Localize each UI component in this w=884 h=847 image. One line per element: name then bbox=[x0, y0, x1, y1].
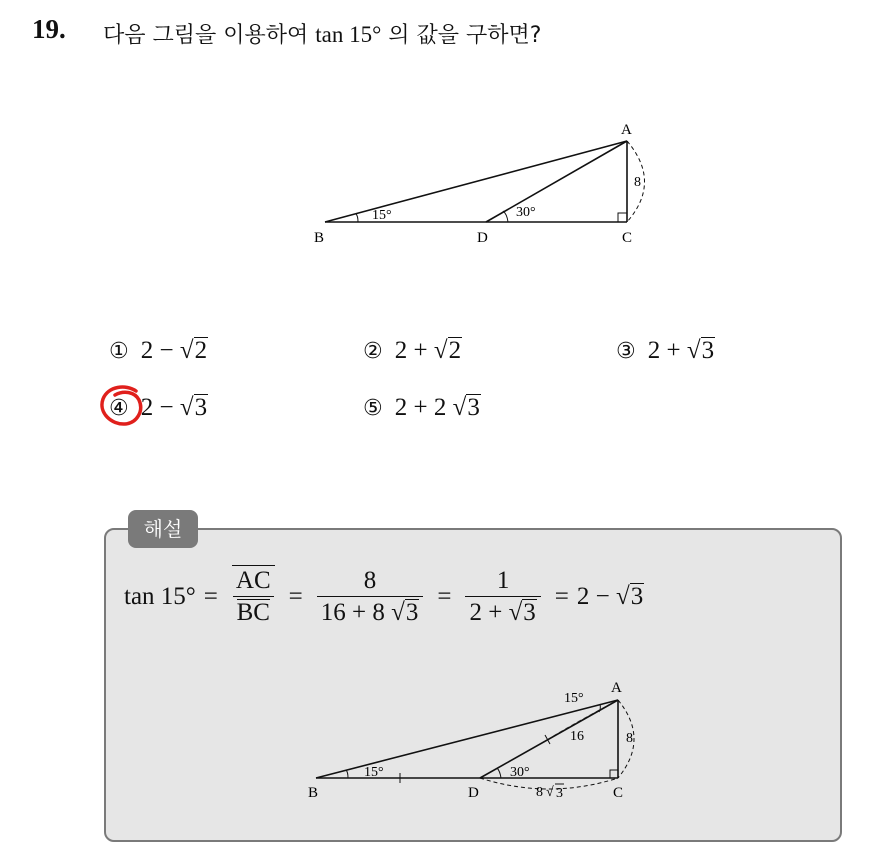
side-ac-label: 8 bbox=[634, 175, 641, 190]
svg-text:D: D bbox=[468, 785, 479, 801]
choice-4[interactable]: ④ 2 − √3 bbox=[109, 394, 208, 421]
vertex-d-label: D bbox=[477, 230, 488, 246]
angle-b-arc bbox=[356, 214, 358, 222]
svg-text:C: C bbox=[613, 785, 624, 801]
angle-d-label: 30° bbox=[516, 205, 536, 220]
side-ab bbox=[325, 141, 627, 222]
fraction-8: $\frac{8}{16 + 8 √3}$ bbox=[317, 566, 424, 629]
question-number: 19. bbox=[32, 14, 66, 44]
question-text-after: 의 값을 구하면? bbox=[381, 23, 542, 48]
formula-result: 2 − √3 bbox=[576, 583, 644, 610]
answer-circle-mark bbox=[98, 383, 150, 429]
solution-badge: 해설 bbox=[128, 510, 198, 548]
vertex-c-label: C bbox=[622, 230, 633, 246]
fraction-1: $\frac{1}{2 + √3}$ bbox=[465, 566, 540, 629]
formula-lhs: tan 15° bbox=[124, 583, 196, 610]
svg-text:3: 3 bbox=[556, 786, 563, 801]
svg-text:30°: 30° bbox=[510, 765, 530, 780]
svg-text:15°: 15° bbox=[564, 691, 584, 706]
right-angle-mark bbox=[618, 213, 627, 222]
svg-text:√: √ bbox=[546, 785, 554, 800]
vertex-a-label: A bbox=[621, 122, 632, 138]
triangle-figure bbox=[300, 110, 680, 250]
svg-text:8: 8 bbox=[626, 731, 633, 746]
solution-formula: tan 15° = $\frac{AC}{BC}$ = $\frac{8}{16 + 8 √3}$ = $\frac{1}{2 + √3}$ = 2 − √3 bbox=[124, 565, 644, 629]
side-ad bbox=[486, 141, 627, 222]
question-text-before: 다음 그림을 이용하여 bbox=[103, 23, 316, 48]
question-math: tan 15° bbox=[315, 22, 382, 47]
choice-5[interactable]: ⑤ 2 + 2 √3 bbox=[363, 394, 480, 421]
angle-b-label: 15° bbox=[372, 208, 392, 223]
svg-text:B: B bbox=[308, 785, 319, 801]
svg-text:A: A bbox=[611, 680, 622, 696]
question-text bbox=[103, 18, 541, 49]
choice-1[interactable]: ① 2 − √2 bbox=[109, 337, 208, 364]
vertex-b-label: B bbox=[314, 230, 325, 246]
svg-text:15°: 15° bbox=[364, 765, 384, 780]
choice-3[interactable]: ③ 2 + √3 bbox=[616, 337, 715, 364]
svg-text:16: 16 bbox=[570, 729, 584, 744]
solution-triangle-figure bbox=[300, 672, 660, 812]
fraction-ac-bc: $\frac{AC}{BC}$ bbox=[232, 565, 275, 629]
svg-text:8: 8 bbox=[536, 785, 543, 800]
choice-2[interactable]: ② 2 + √2 bbox=[363, 337, 462, 364]
